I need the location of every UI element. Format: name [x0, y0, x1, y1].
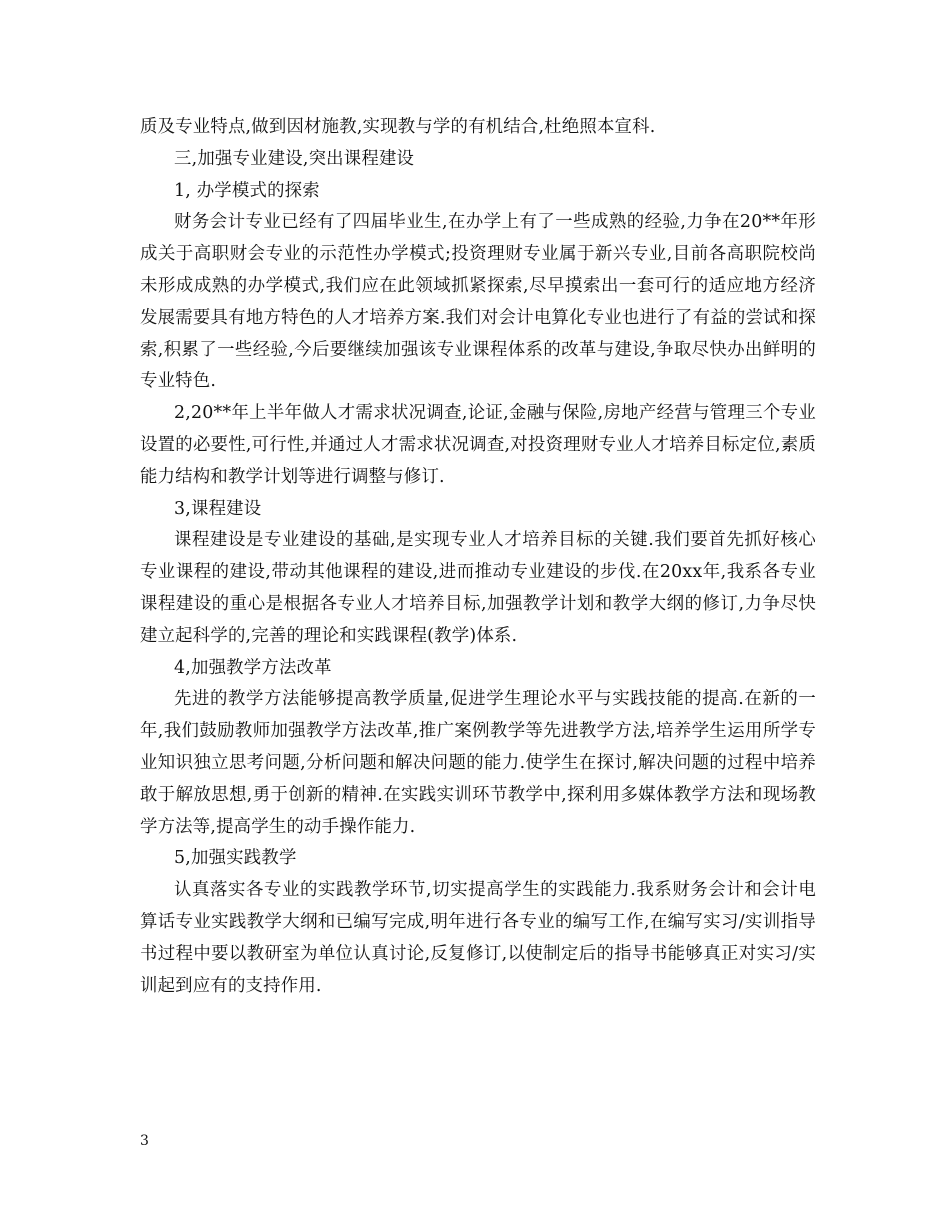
paragraph-school-mode: 财务会计专业已经有了四届毕业生,在办学上有了一些成熟的经验,力争在20**年形成关于高职财会专业的示范性办学模式;投资理财专业属于新兴专业,目前各高职院校尚未形成成熟的办学模式,我们应在此领域抓紧探索,尽早摸索出一套可行的适应地方经济发展需要具有地方特色的人才培养方案.我们对会计电算化专业也进行了有益的尝试和探索,积累了一些经验,今后要继续加强该专业课程体系的改革与建设,争取尽快办出鲜明的专业特色. — [140, 212, 816, 392]
paragraph-continuation: 质及专业特点,做到因材施教,实现教与学的有机结合,杜绝照本宣科. — [140, 117, 656, 137]
subheading-5: 5,加强实践教学 — [174, 848, 297, 869]
subheading-4: 4,加强教学方法改革 — [174, 657, 332, 678]
paragraph-practice-teaching: 认真落实各专业的实践教学环节,切实提高学生的实践能力.我系财务会计和会计电算话专业实践教学大纲和已编写完成,明年进行各专业的编写工作,在编写实习/实训指导书过程中要以教研室为单位认真讨论,反复修订,以使制定后的指导书能够真正对实习/实训起到应有的支持作用. — [140, 880, 816, 996]
subheading-1: 1, 办学模式的探索 — [174, 180, 320, 201]
document-body — [140, 112, 816, 1002]
subheading-3: 3,课程建设 — [174, 498, 262, 519]
section-heading-3: 三,加强专业建设,突出课程建设 — [174, 148, 415, 169]
paragraph-item-2: 2,20**年上半年做人才需求状况调查,论证,金融与保险,房地产经营与管理三个专业设置的必要性,可行性,并通过人才需求状况调查,对投资理财专业人才培养目标定位,素质能力结构和教学计划等进行调整与修订. — [140, 403, 816, 487]
paragraph-teaching-methods: 先进的教学方法能够提高教学质量,促进学生理论水平与实践技能的提高.在新的一年,我们鼓励教师加强教学方法改革,推广案例教学等先进教学方法,培养学生运用所学专业知识独立思考问题,分析问题和解决问题的能力.使学生在探讨,解决问题的过程中培养敢于解放思想,勇于创新的精神.在实践实训环节教学中,探利用多媒体教学方法和现场教学方法等,提高学生的动手操作能力. — [140, 689, 816, 837]
page-number: 3 — [140, 1133, 149, 1149]
paragraph-course-building: 课程建设是专业建设的基础,是实现专业人才培养目标的关键.我们要首先抓好核心专业课程的建设,带动其他课程的建设,进而推动专业建设的步伐.在20xx年,我系各专业课程建设的重心是根据各专业人才培养目标,加强教学计划和教学大纲的修订,力争尽快建立起科学的,完善的理论和实践课程(教学)体系. — [140, 530, 816, 646]
